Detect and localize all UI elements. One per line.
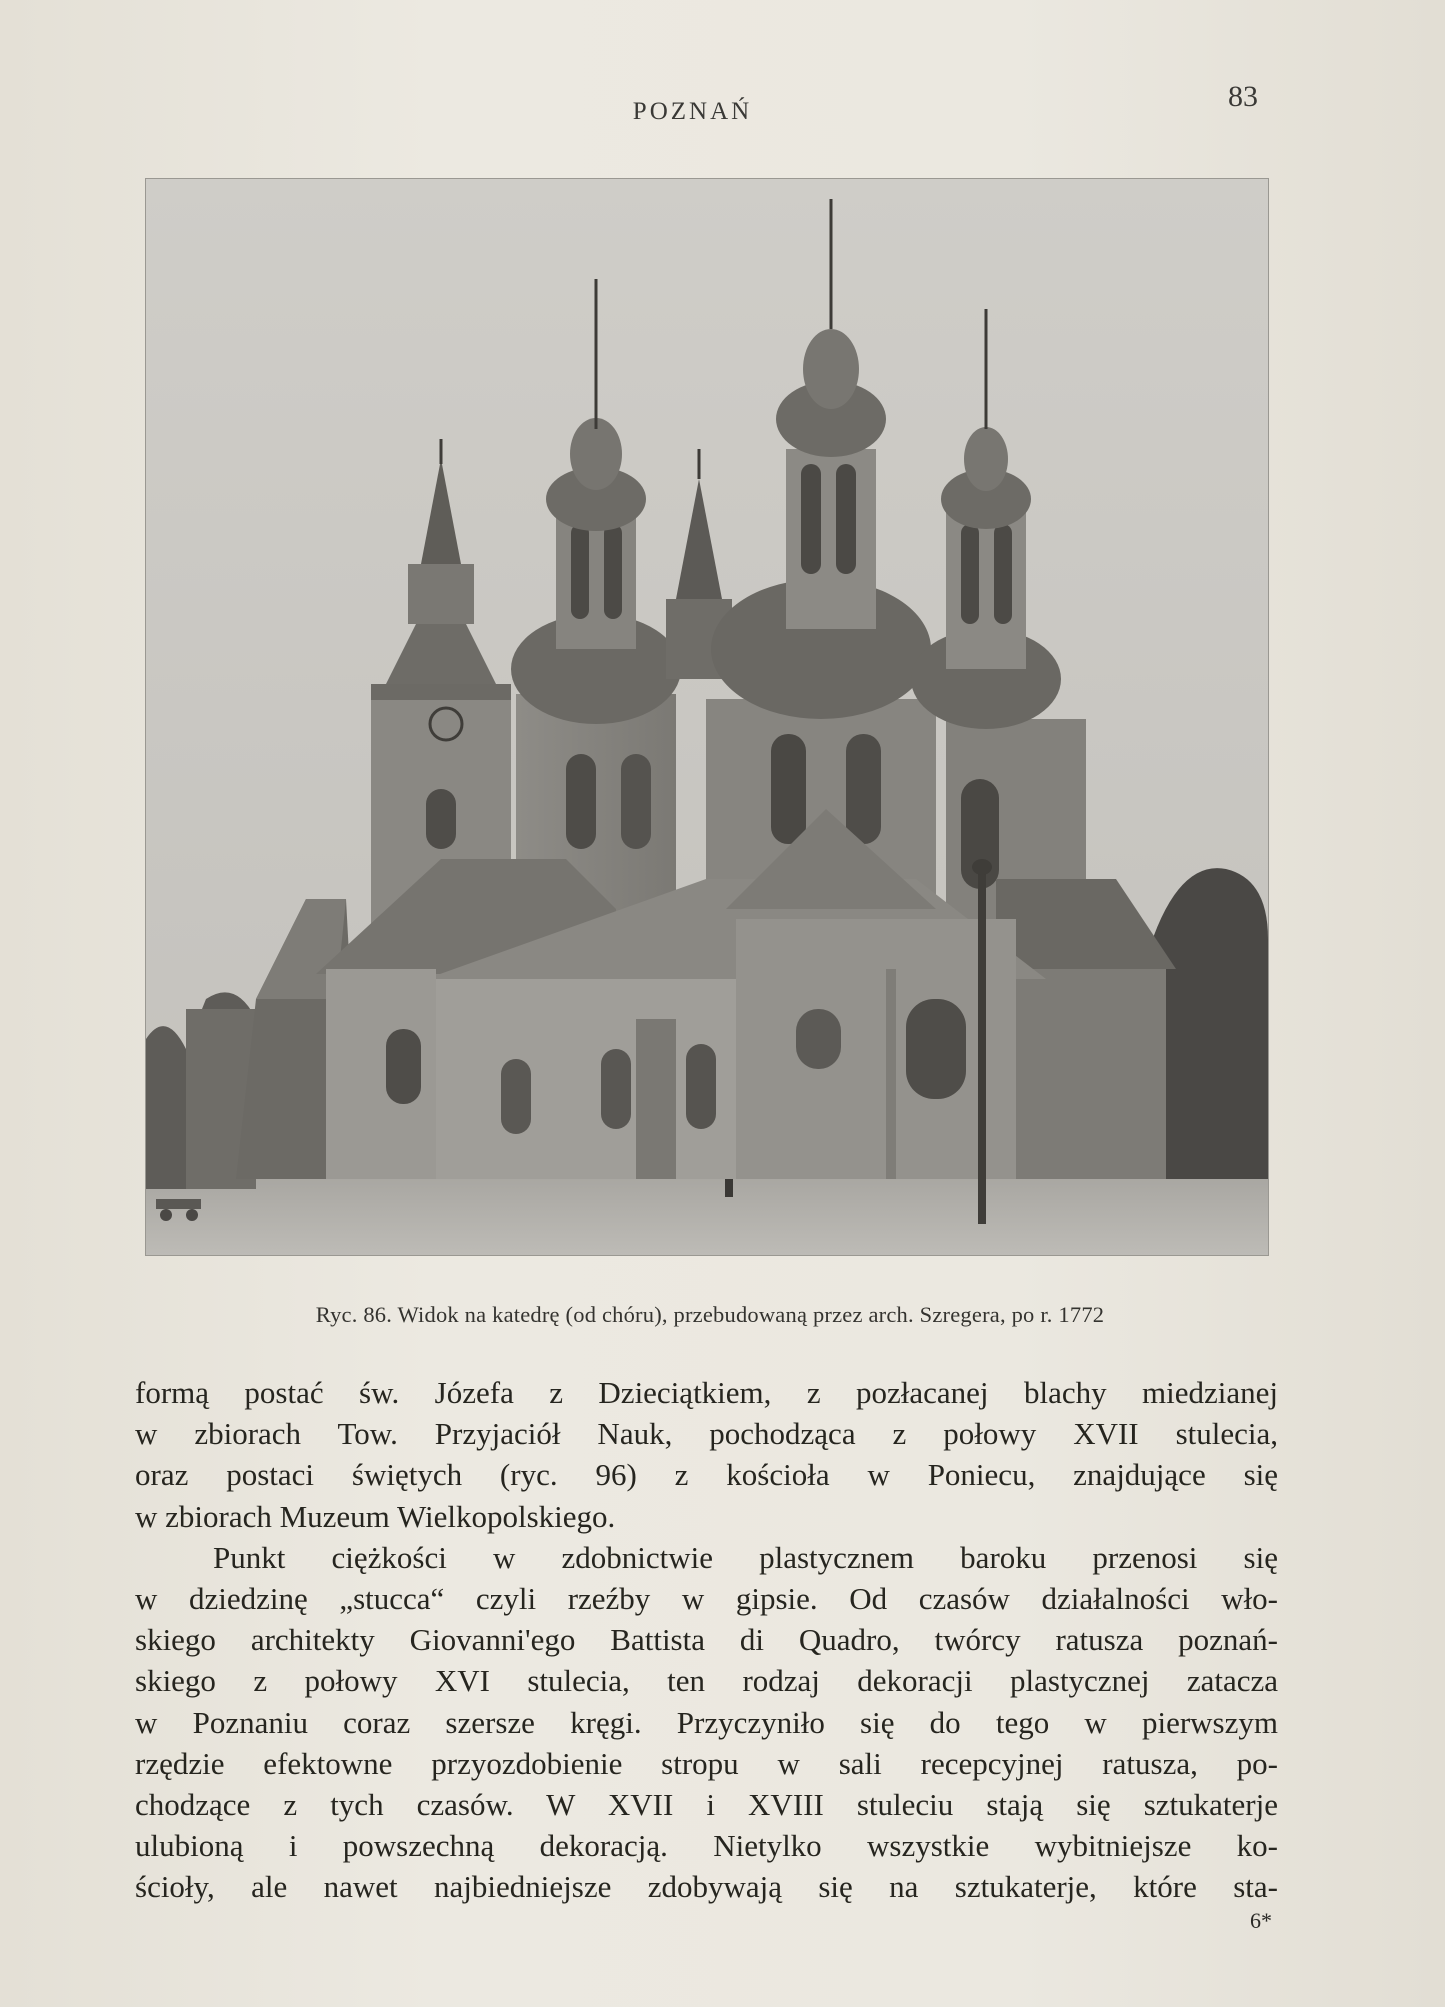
signature-mark: 6*	[1250, 1908, 1272, 1933]
body-line: w dziedzinę „stucca“ czyli rzeźby w gipsie. Od czasów działalności wło-	[135, 1580, 1278, 1616]
body-line: w Poznaniu coraz szersze kręgi. Przyczyniło się do tego w pierwszym	[135, 1704, 1278, 1740]
body-line: w zbiorach Muzeum Wielkopolskiego.	[135, 1498, 616, 1534]
cathedral-photograph	[145, 178, 1269, 1256]
body-line: ścioły, ale nawet najbiedniejsze zdobywają się na sztukaterje, które sta-	[135, 1869, 1278, 1905]
body-line: skiego architekty Giovanni'ego Battista di Quadro, twórcy ratusza poznań-	[135, 1622, 1278, 1658]
body-text	[135, 1372, 1278, 1907]
page-number: 83	[1228, 80, 1258, 113]
body-line: skiego z połowy XVI stulecia, ten rodzaj dekoracji plastycznej zatacza	[135, 1663, 1278, 1699]
figure-caption: Ryc. 86. Widok na katedrę (od chóru), przebudowaną przez arch. Szregera, po r. 1772	[315, 1302, 1105, 1327]
running-head-text: POZNAŃ	[632, 98, 753, 125]
body-line: oraz postaci świętych (ryc. 96) z kościoła w Poniecu, znajdujące się	[135, 1457, 1278, 1493]
body-line: w zbiorach Tow. Przyjaciół Nauk, pochodząca z połowy XVII stulecia,	[135, 1416, 1278, 1452]
body-line: Punkt ciężkości w zdobnictwie plastycznem baroku przenosi się	[213, 1539, 1278, 1575]
body-line: chodzące z tych czasów. W XVII i XVIII stuleciu stają się sztukaterje	[135, 1786, 1278, 1822]
body-line: ulubioną i powszechną dekoracją. Nietylko wszystkie wybitniejsze ko-	[135, 1828, 1278, 1864]
photo-cathedral-icon	[146, 179, 1268, 1255]
body-line: formą postać św. Józefa z Dzieciątkiem, z pozłacanej blachy miedzianej	[135, 1375, 1278, 1410]
body-line: rzędzie efektowne przyozdobienie stropu w sali recepcyjnej ratusza, po-	[135, 1745, 1278, 1781]
